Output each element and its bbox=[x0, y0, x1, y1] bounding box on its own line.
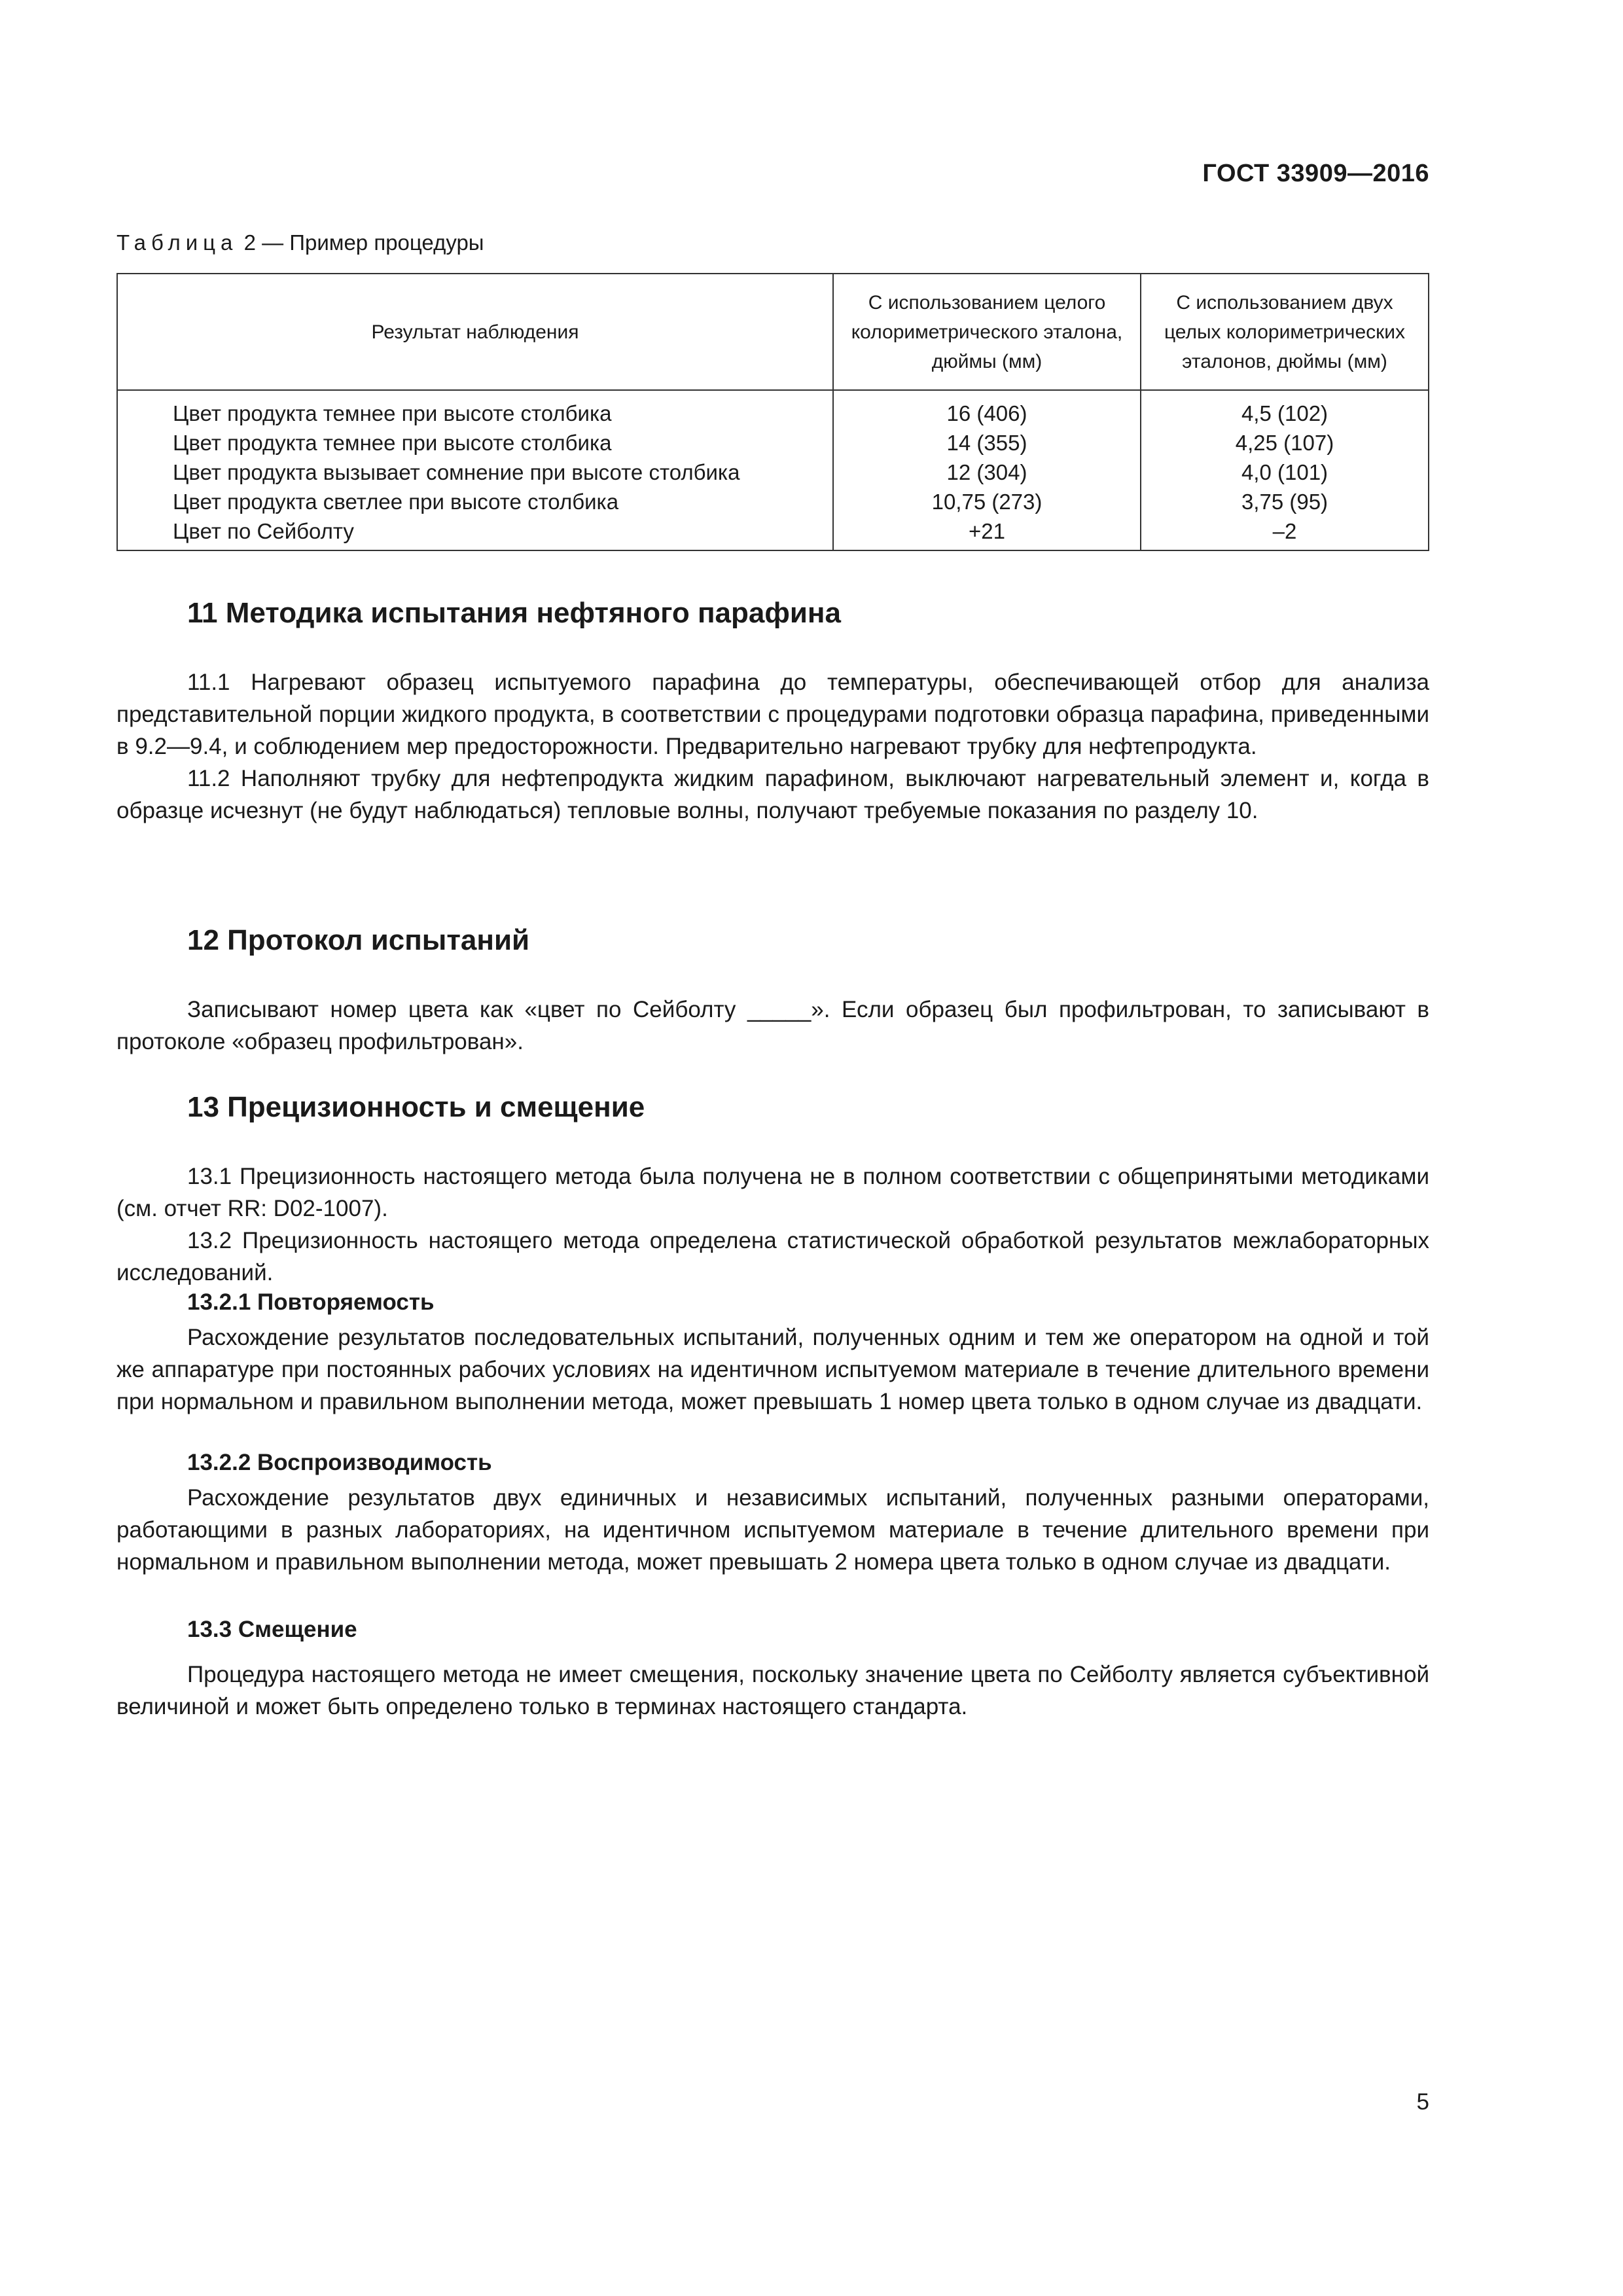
row-value-single: +21 bbox=[833, 516, 1141, 550]
table-caption-title: — Пример процедуры bbox=[262, 230, 484, 255]
subsection-13-3-title: 13.3 Смещение bbox=[187, 1617, 357, 1642]
row-label: Цвет продукта темнее при высоте столбика bbox=[117, 390, 833, 428]
section-13-body bbox=[116, 1160, 1429, 1289]
row-value-double: 4,5 (102) bbox=[1141, 390, 1429, 428]
row-value-single: 16 (406) bbox=[833, 390, 1141, 428]
section-12-title: 12 Протокол испытаний bbox=[187, 924, 530, 956]
subsection-13-2-1-title: 13.2.1 Повторяемость bbox=[187, 1289, 435, 1315]
subsection-13-2-2-body bbox=[116, 1482, 1429, 1578]
section-11-body bbox=[116, 666, 1429, 827]
table-row bbox=[117, 390, 1429, 428]
paragraph-11-2: 11.2 Наполняют трубку для нефтепродукта жидким парафином, выключают нагревательный элемент и, когда в образце исчезнут (не будут наблюдаться) тепловые волны, получают требуемые показания по разделу 10. bbox=[116, 766, 1429, 823]
header-single-standard: С использованием целого колориметрического эталона, дюймы (мм) bbox=[833, 274, 1141, 390]
paragraph-13-2: 13.2 Прецизионность настоящего метода определена статистической обработкой результатов межлабораторных исследований. bbox=[116, 1228, 1429, 1285]
paragraph-13-2-1: Расхождение результатов последовательных испытаний, полученных одним и тем же оператором на одной и той же аппаратуре при постоянных рабочих условиях на идентичном испытуемом материале в течение длительного времени при нормальном и правильном выполнении метода, может превышать 1 номер цвета только в одном случае из двадцати. bbox=[116, 1325, 1429, 1414]
table-row bbox=[117, 516, 1429, 550]
table-header-row bbox=[117, 274, 1429, 390]
section-11-title: 11 Методика испытания нефтяного парафина bbox=[187, 597, 841, 629]
document-code: ГОСТ 33909—2016 bbox=[1202, 160, 1429, 187]
row-label: Цвет продукта вызывает сомнение при высоте столбика bbox=[117, 457, 833, 487]
paragraph-13-2-2: Расхождение результатов двух единичных и независимых испытаний, полученных разными операторами, работающими в разных лабораториях, на идентичном испытуемом материале в течение длительного времени при нормальном и правильном выполнении метода, может превышать 2 номера цвета только в одном случае из двадцати. bbox=[116, 1485, 1429, 1575]
row-value-double: 4,25 (107) bbox=[1141, 428, 1429, 457]
procedure-table bbox=[116, 273, 1429, 551]
section-12-body bbox=[116, 994, 1429, 1058]
row-value-single: 12 (304) bbox=[833, 457, 1141, 487]
paragraph-13-3: Процедура настоящего метода не имеет смещения, поскольку значение цвета по Сейболту является субъективной величиной и может быть определено только в терминах настоящего стандарта. bbox=[116, 1662, 1429, 1719]
table-row bbox=[117, 428, 1429, 457]
row-label: Цвет по Сейболту bbox=[117, 516, 833, 550]
paragraph-13-1: 13.1 Прецизионность настоящего метода была получена не в полном соответствии с общепринятыми методиками (см. отчет RR: D02-1007). bbox=[116, 1164, 1429, 1221]
row-label: Цвет продукта темнее при высоте столбика bbox=[117, 428, 833, 457]
row-value-single: 10,75 (273) bbox=[833, 487, 1141, 516]
page-number: 5 bbox=[1416, 2089, 1429, 2115]
table-row bbox=[117, 457, 1429, 487]
header-two-standards: С использованием двух целых колориметрических эталонов, дюймы (мм) bbox=[1141, 274, 1429, 390]
table-caption-number: 2 bbox=[243, 230, 256, 255]
subsection-13-2-2-title: 13.2.2 Воспроизводимость bbox=[187, 1450, 492, 1475]
header-observation: Результат наблюдения bbox=[117, 274, 833, 390]
subsection-13-2-1-body bbox=[116, 1321, 1429, 1418]
table-row bbox=[117, 487, 1429, 516]
paragraph-11-1: 11.1 Нагревают образец испытуемого парафина до температуры, обеспечивающей отбор для анализа представительной порции жидкого продукта, в соответствии с процедурами подготовки образца парафина, приведенными в 9.2—9.4, и соблюдением мер предосторожности. Предварительно нагревают трубку для нефтепродукта. bbox=[116, 670, 1429, 759]
subsection-13-3-body bbox=[116, 1659, 1429, 1723]
paragraph-12: Записывают номер цвета как «цвет по Сейболту _____». Если образец был профильтрован, то записывают в протоколе «образец профильтрован». bbox=[116, 997, 1429, 1054]
table-caption bbox=[116, 230, 484, 255]
row-value-double: –2 bbox=[1141, 516, 1429, 550]
table-caption-prefix: Таблица bbox=[116, 230, 238, 255]
row-value-single: 14 (355) bbox=[833, 428, 1141, 457]
section-13-title: 13 Прецизионность и смещение bbox=[187, 1091, 645, 1123]
row-value-double: 3,75 (95) bbox=[1141, 487, 1429, 516]
row-value-double: 4,0 (101) bbox=[1141, 457, 1429, 487]
row-label: Цвет продукта светлее при высоте столбика bbox=[117, 487, 833, 516]
